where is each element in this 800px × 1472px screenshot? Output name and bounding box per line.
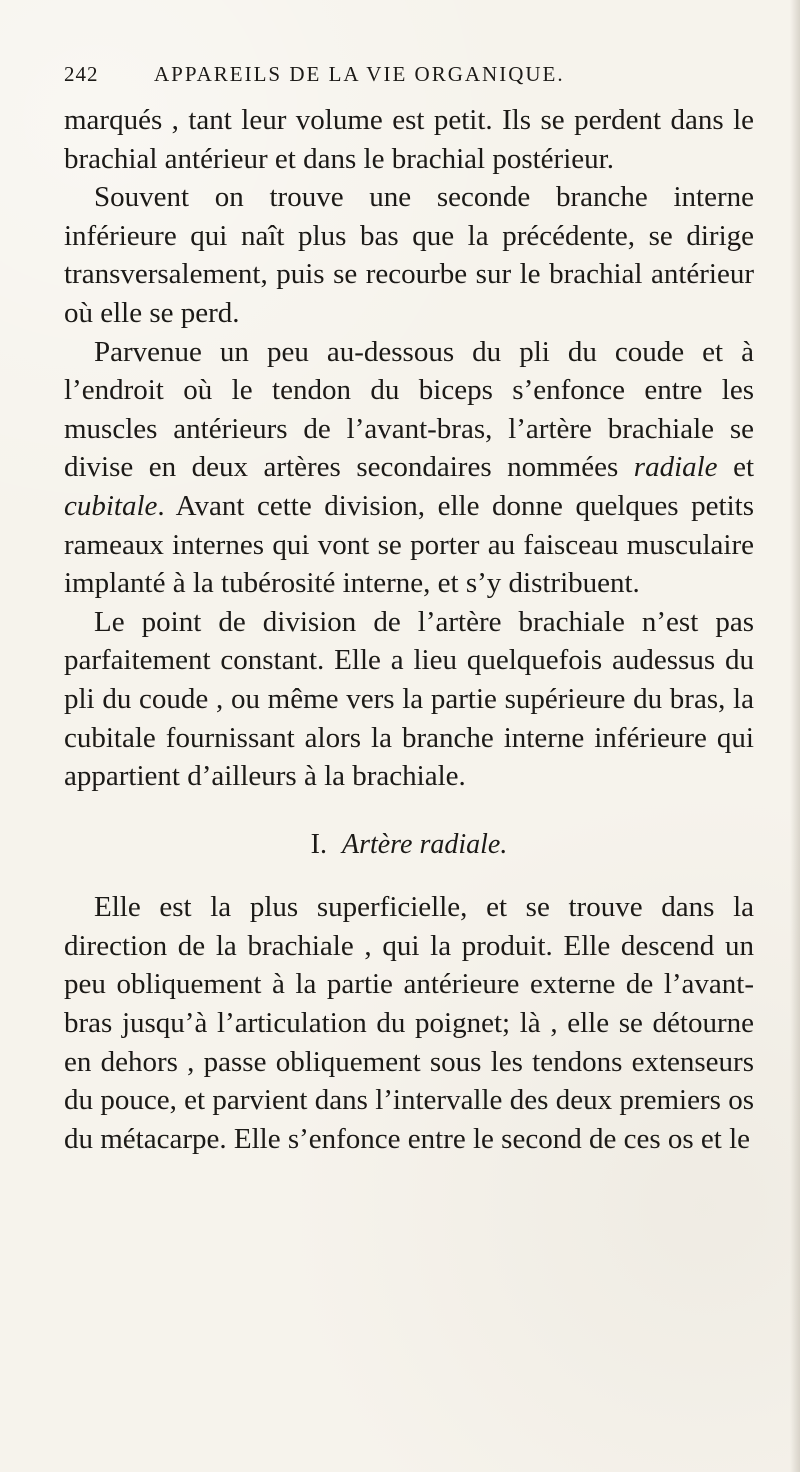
paragraph-division-part-2: et <box>717 451 755 484</box>
section-heading <box>64 826 754 865</box>
paragraph-second-branch: Souvent on trouve une seconde branche interne inférieure qui naît plus bas que la précédente, se dirige transversalement, puis se recourbe sur le brachial antérieur où elle se perd. <box>64 181 754 329</box>
page-content <box>64 101 754 1158</box>
page-header <box>64 62 754 98</box>
paragraph-variation: Le point de division de l’artère brachiale n’est pas parfaitement constant. Elle a lieu quelquefois audessus du pli du coude , ou même vers la partie supérieure du bras, la cubitale fournissant alors la branche interne inférieure qui appartient d’ailleurs à la brachiale. <box>64 605 754 793</box>
paragraph-division <box>64 333 754 603</box>
paragraph-division-part-3: . Avant cette division, elle donne quelques petits rameaux internes qui vont se porter au faisceau musculaire implanté à la tubérosité interne, et s’y distribuent. <box>64 489 754 600</box>
section-number: I. <box>310 828 327 860</box>
page-number: 242 <box>64 62 99 86</box>
page-edge-shadow <box>790 0 800 1472</box>
running-title: APPAREILS DE LA VIE ORGANIQUE. <box>154 62 565 86</box>
italic-term-cubitale: cubitale <box>64 489 158 522</box>
paragraph-continued: marqués , tant leur volume est petit. Ils se perdent dans le brachial antérieur et dans le brachial postérieur. <box>64 104 754 175</box>
paragraph-division-part-1: Parvenue un peu au-dessous du pli du coude et à l’endroit où le tendon du biceps s’enfonce entre les muscles antérieurs de l’avant-bras, l’artère brachiale se divise en deux artères secondaires nommées <box>64 335 754 484</box>
section-title: Artère radiale. <box>341 828 508 860</box>
italic-term-radiale: radiale <box>633 451 718 484</box>
paragraph-radial-artery: Elle est la plus superficielle, et se trouve dans la direction de la brachiale , qui la produit. Elle descend un peu obliquement à la partie antérieure externe de l’avant-bras jusqu’à l’articulation du poignet; là , elle se détourne en dehors , passe obliquement sous les tendons extenseurs du pouce, et parvient dans l’intervalle des deux premiers os du métacarpe. Elle s’enfonce entre le second de ces os et le <box>64 891 754 1155</box>
